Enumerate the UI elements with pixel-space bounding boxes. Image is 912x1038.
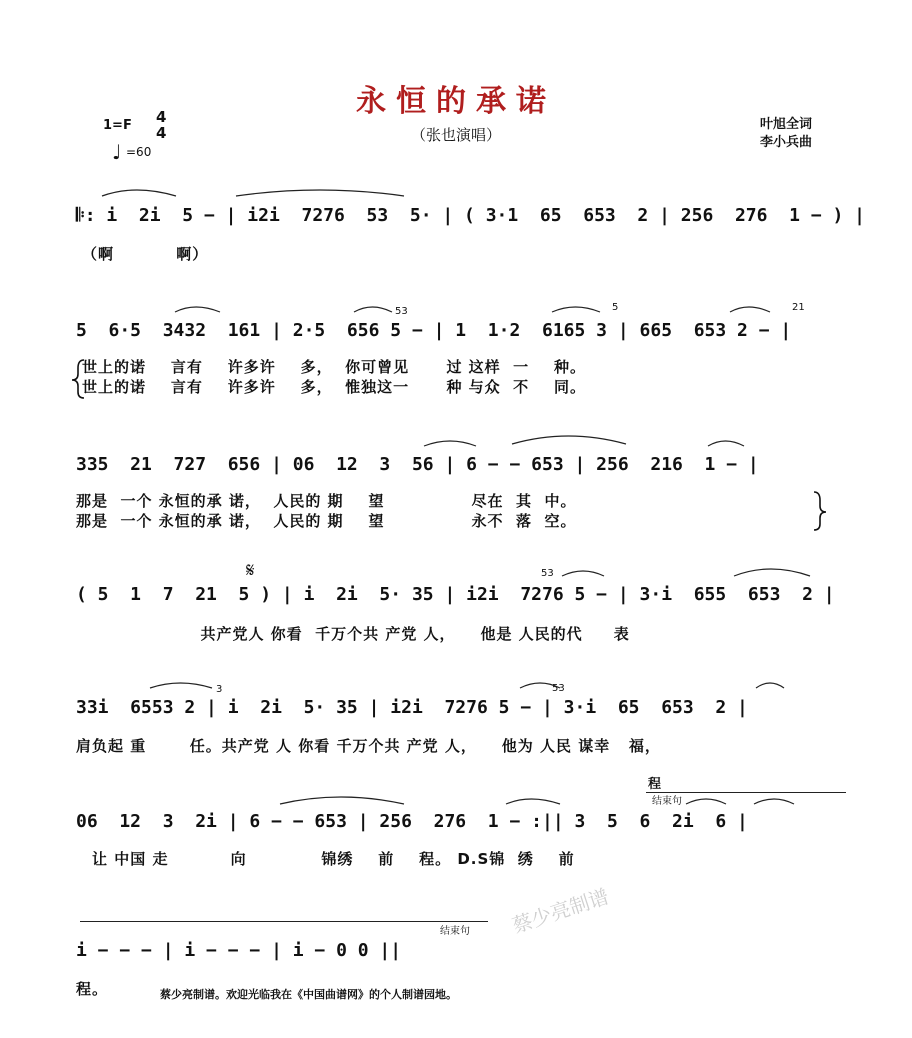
slur-2 — [236, 190, 404, 196]
slur-16 — [506, 799, 560, 804]
footer-note: 蔡少亮制谱。欢迎光临我在《中国曲谱网》的个人制谱园地。 — [160, 988, 457, 1001]
notation-line-5: 33i 6553 2 | i 2i 5· 35 | i2i 7276 5 − | 3·i 65 653 2 | — [76, 697, 748, 718]
slur-12 — [150, 683, 212, 688]
slur-17 — [686, 799, 726, 804]
notation-line-1: 𝄆: i 2i 5 − | i2i 7276 53 5· | ( 3·1 65 653 2 | 256 276 1 − ) | — [76, 205, 866, 226]
lyric-line-7: 程。 — [76, 980, 109, 998]
slur-3 — [175, 307, 220, 312]
key-signature: 1=F — [103, 118, 132, 133]
slur-9 — [708, 441, 744, 446]
left-brace — [72, 360, 84, 398]
time-signature-top: 4 — [156, 108, 167, 126]
composer-credit: 李小兵曲 — [760, 135, 813, 150]
lyric-line-2b: 世上的诺 言有 许多许 多， 惟独这一 种 与众 不 同。 — [82, 378, 587, 396]
right-brace — [814, 492, 826, 530]
slur-18 — [754, 799, 794, 804]
notation-line-7: i − − − | i − − − | i − 0 0 || — [76, 940, 402, 961]
lyricist-credit: 叶旭全词 — [760, 117, 813, 132]
grace-notes-53-line5: 53 — [552, 683, 565, 694]
cheng-mark: 程 — [648, 777, 663, 792]
lyric-line-5: 肩负起 重 任。共产党 人 你看 千万个共 产党 人， 他为 人民 谋幸 福， — [76, 737, 661, 755]
song-title: 永恒的承诺 — [356, 84, 556, 119]
grace-note-3: 3 — [216, 684, 223, 695]
lyric-line-4: 共产党人 你看 千万个共 产党 人， 他是 人民的代 表 — [76, 625, 630, 643]
lyric-line-1: （啊 啊） — [82, 245, 209, 263]
notation-line-6: 06 12 3 2i | 6 − − 653 | 256 276 1 − :|| 3 5 6 2i 6 | — [76, 811, 748, 832]
notation-line-2: 5 6·5 3432 161 | 2·5 656 5 − | 1 1·2 6165 3 | 665 653 2 − | — [76, 320, 792, 341]
notation-line-3: 335 21 727 656 | 06 12 3 56 | 6 − − 653 | 256 216 1 − | — [76, 454, 759, 475]
slur-14 — [756, 683, 784, 688]
lyric-line-3b: 那是 一个 永恒的承 诺， 人民的 期 望 永不 落 空。 — [76, 512, 577, 530]
grace-note-5: 5 — [612, 302, 619, 313]
slur-15 — [280, 797, 404, 804]
grace-notes-53: 53 — [395, 306, 408, 317]
slur-5 — [552, 307, 600, 312]
slur-11 — [734, 569, 810, 576]
watermark: 蔡少亮制谱 — [509, 884, 612, 938]
slur-13 — [520, 683, 560, 688]
ending-label-2: 结束句 — [440, 926, 470, 937]
tempo-marking: =60 — [126, 145, 152, 159]
grace-notes-53-line4: 53 — [541, 568, 554, 579]
slur-7 — [512, 436, 626, 444]
slur-1 — [102, 190, 176, 196]
slur-6 — [730, 307, 770, 312]
segno-icon: 𝄋 — [246, 558, 255, 582]
ending-label-1: 结束句 — [652, 796, 682, 807]
slur-4 — [354, 307, 392, 312]
song-subtitle: （张也演唱） — [410, 126, 501, 144]
time-signature-bottom: 4 — [156, 124, 167, 142]
slur-8 — [424, 441, 476, 446]
grace-notes-21: 21 — [792, 302, 805, 313]
quarter-note-icon: ♩ — [112, 140, 122, 164]
notation-line-4: ( 5 1 7 21 5 ) | i 2i 5· 35 | i2i 7276 5 − | 3·i 655 653 2 | — [76, 584, 835, 605]
lyric-line-6: 让 中国 走 向 锦绣 前 程。 D.S锦 绣 前 — [92, 850, 575, 868]
lyric-line-3a: 那是 一个 永恒的承 诺， 人民的 期 望 尽在 其 中。 — [76, 492, 577, 510]
lyric-line-2a: 世上的诺 言有 许多许 多， 你可曾见 过 这样 一 种。 — [82, 358, 587, 376]
slur-10 — [562, 571, 604, 576]
